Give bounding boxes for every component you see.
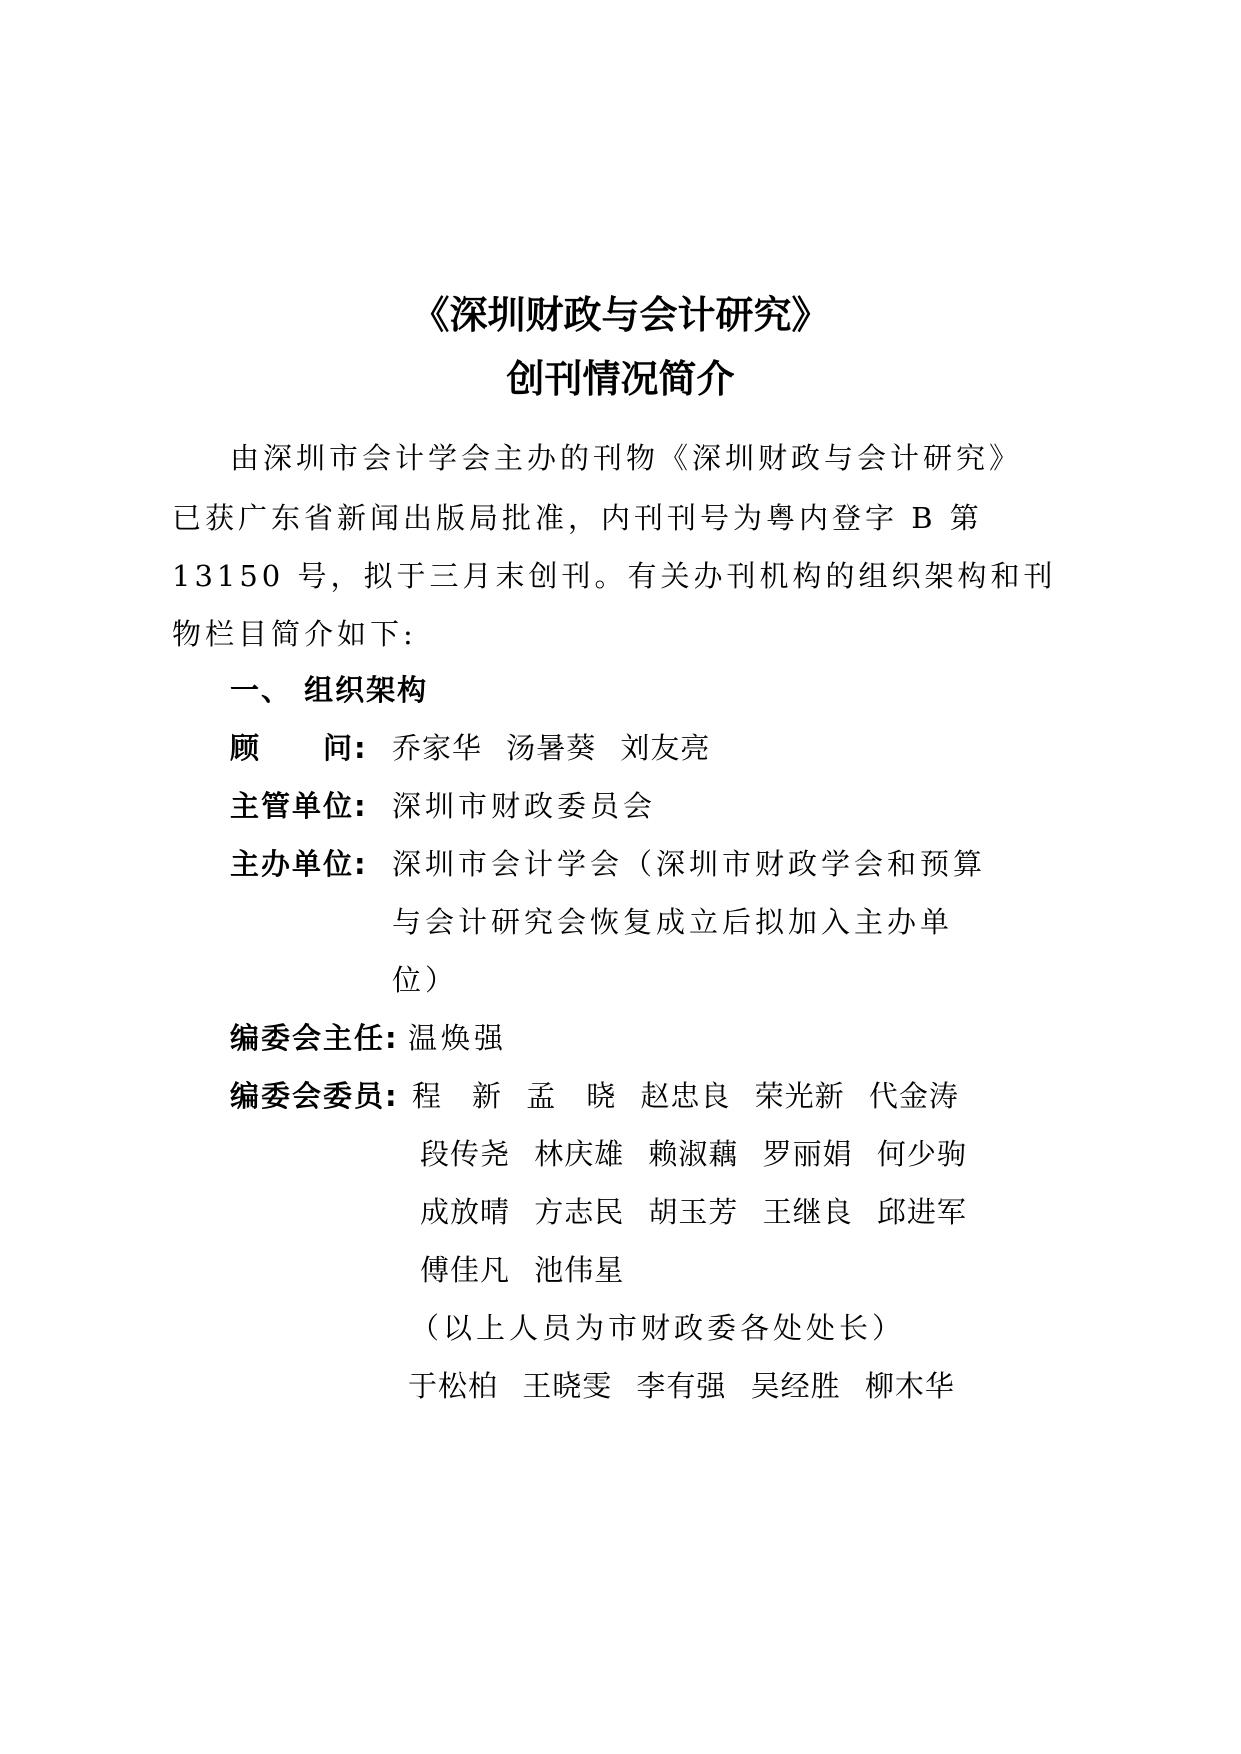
host-unit-line-3: 位） xyxy=(392,963,459,997)
editorial-members-line-3: 成放晴 方志民 胡玉芳 王继良 邱进军 xyxy=(420,1195,967,1229)
document-title-line1: 《深圳财政与会计研究》 xyxy=(411,293,830,337)
host-unit-label: 主办单位: xyxy=(230,847,368,881)
editorial-members-note: （以上人员为市财政委各处处长） xyxy=(410,1311,906,1345)
editorial-members-more: 于松柏 王晓雯 李有强 吴经胜 柳木华 xyxy=(408,1369,955,1403)
editorial-members-label: 编委会委员: xyxy=(230,1079,399,1113)
intro-line-3: 13150 号，拟于三月末创刊。有关办刊机构的组织架构和刊 xyxy=(172,559,1057,593)
editorial-members-line-1: 程 新 孟 晓 赵忠良 荣光新 代金涛 xyxy=(412,1079,959,1113)
advisor-value: 乔家华 汤暑葵 刘友亮 xyxy=(392,731,711,765)
editorial-members-line-4: 傅佳凡 池伟星 xyxy=(420,1253,625,1287)
host-unit-line-2: 与会计研究会恢复成立后拟加入主办单 xyxy=(392,905,954,939)
editorial-members-line-2: 段传尧 林庆雄 赖淑藕 罗丽娟 何少驹 xyxy=(420,1137,967,1171)
editorial-director-value: 温焕强 xyxy=(408,1021,508,1055)
intro-line-2: 已获广东省新闻出版局批准，内刊刊号为粤内登字 B 第 xyxy=(172,501,983,535)
advisor-label: 顾 问: xyxy=(230,731,368,765)
supervising-unit-label: 主管单位: xyxy=(230,789,368,823)
intro-line-4: 物栏目简介如下: xyxy=(172,617,417,651)
host-unit-line-1: 深圳市会计学会（深圳市财政学会和预算 xyxy=(392,847,987,881)
document-title-line2: 创刊情况简介 xyxy=(506,357,735,401)
supervising-unit-value: 深圳市财政委员会 xyxy=(392,789,657,823)
section-heading: 一、 组织架构 xyxy=(230,673,429,707)
editorial-director-label: 编委会主任: xyxy=(230,1021,399,1055)
intro-line-1: 由深圳市会计学会主办的刊物《深圳财政与会计研究》 xyxy=(230,441,1023,475)
